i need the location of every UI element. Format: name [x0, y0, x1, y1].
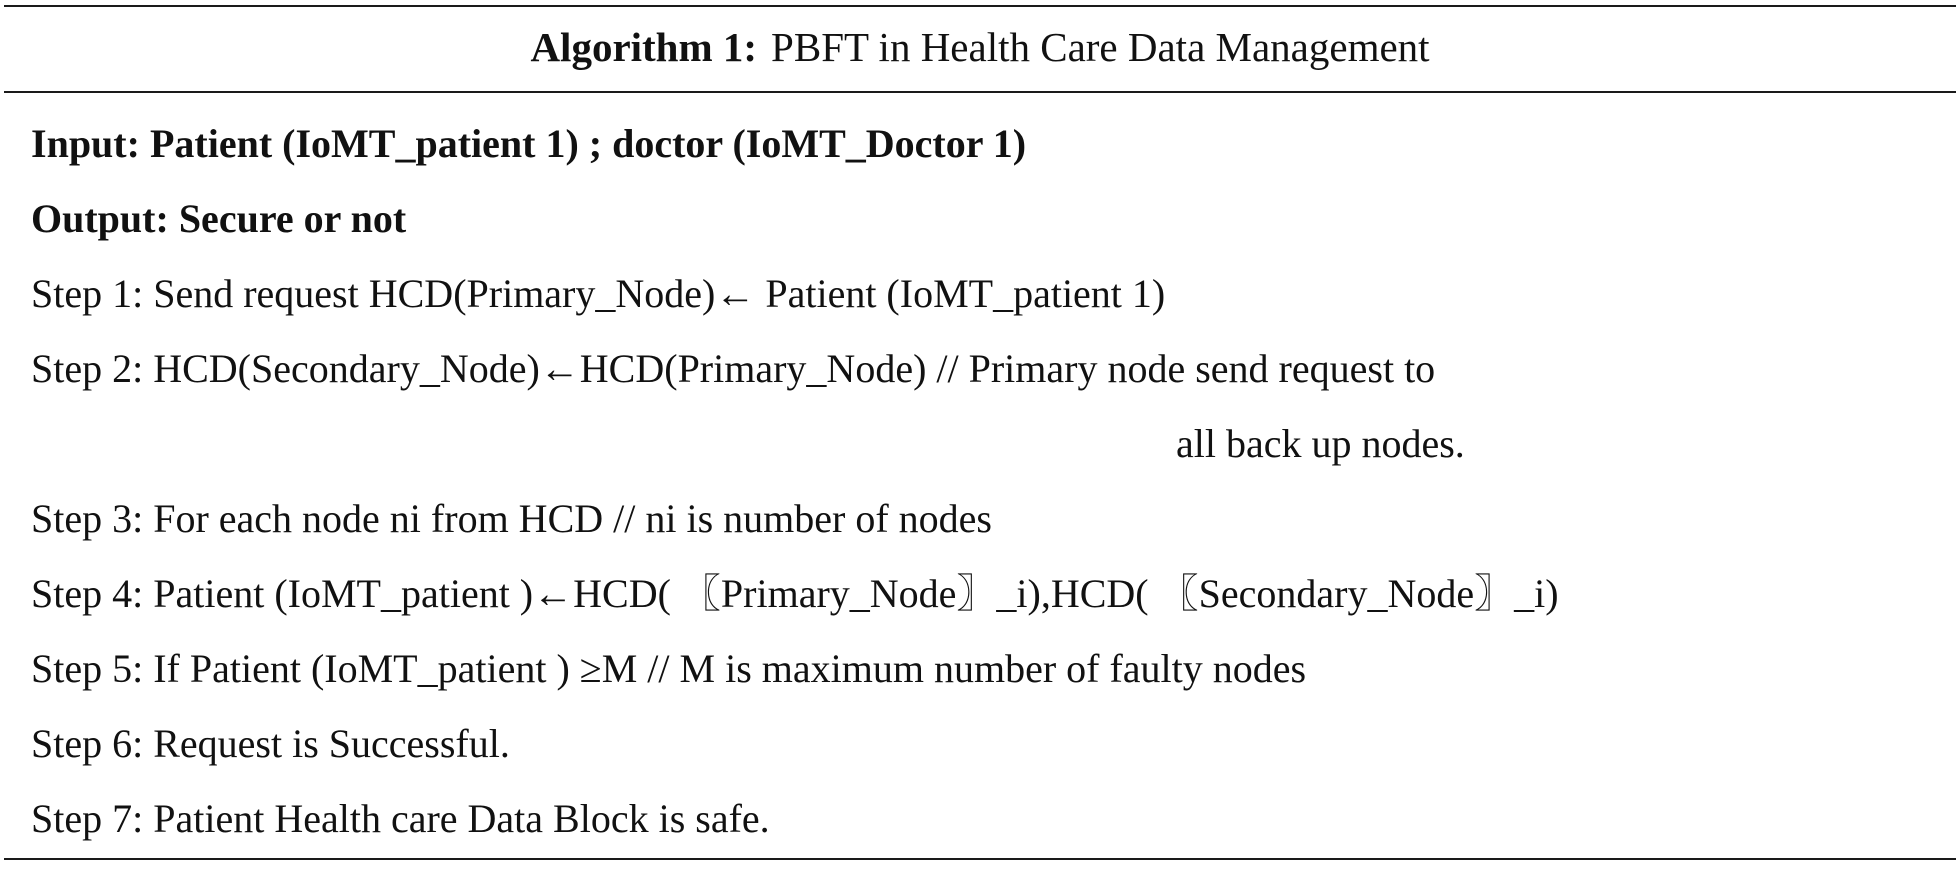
top-rule — [4, 5, 1956, 7]
step-4: Step 4: Patient (IoMT_patient )←HCD( 〖Primary_Node〗_i),HCD( 〖Secondary_Node〗_i) — [31, 571, 1559, 616]
step-2-continuation: all back up nodes. — [1176, 421, 1465, 466]
algorithm-title: PBFT in Health Care Data Management — [771, 24, 1430, 70]
header-rule — [4, 91, 1956, 93]
step-6: Step 6: Request is Successful. — [31, 721, 510, 766]
algorithm-box — [4, 0, 1956, 865]
step-7: Step 7: Patient Health care Data Block is safe. — [31, 796, 770, 841]
algorithm-header — [4, 14, 1956, 80]
step-3: Step 3: For each node ni from HCD // ni is number of nodes — [31, 496, 992, 541]
step-5: Step 5: If Patient (IoMT_patient ) ≥M // M is maximum number of faulty nodes — [31, 646, 1307, 691]
input-line: Input: Patient (IoMT_patient 1) ; doctor (IoMT_Doctor 1) — [31, 121, 1027, 166]
step-1: Step 1: Send request HCD(Primary_Node)← Patient (IoMT_patient 1) — [31, 271, 1166, 316]
output-line: Output: Secure or not — [31, 196, 407, 241]
bottom-rule — [4, 858, 1956, 860]
algorithm-label: Algorithm 1: — [530, 24, 758, 70]
step-2: Step 2: HCD(Secondary_Node)←HCD(Primary_Node) // Primary node send request to — [31, 346, 1436, 391]
